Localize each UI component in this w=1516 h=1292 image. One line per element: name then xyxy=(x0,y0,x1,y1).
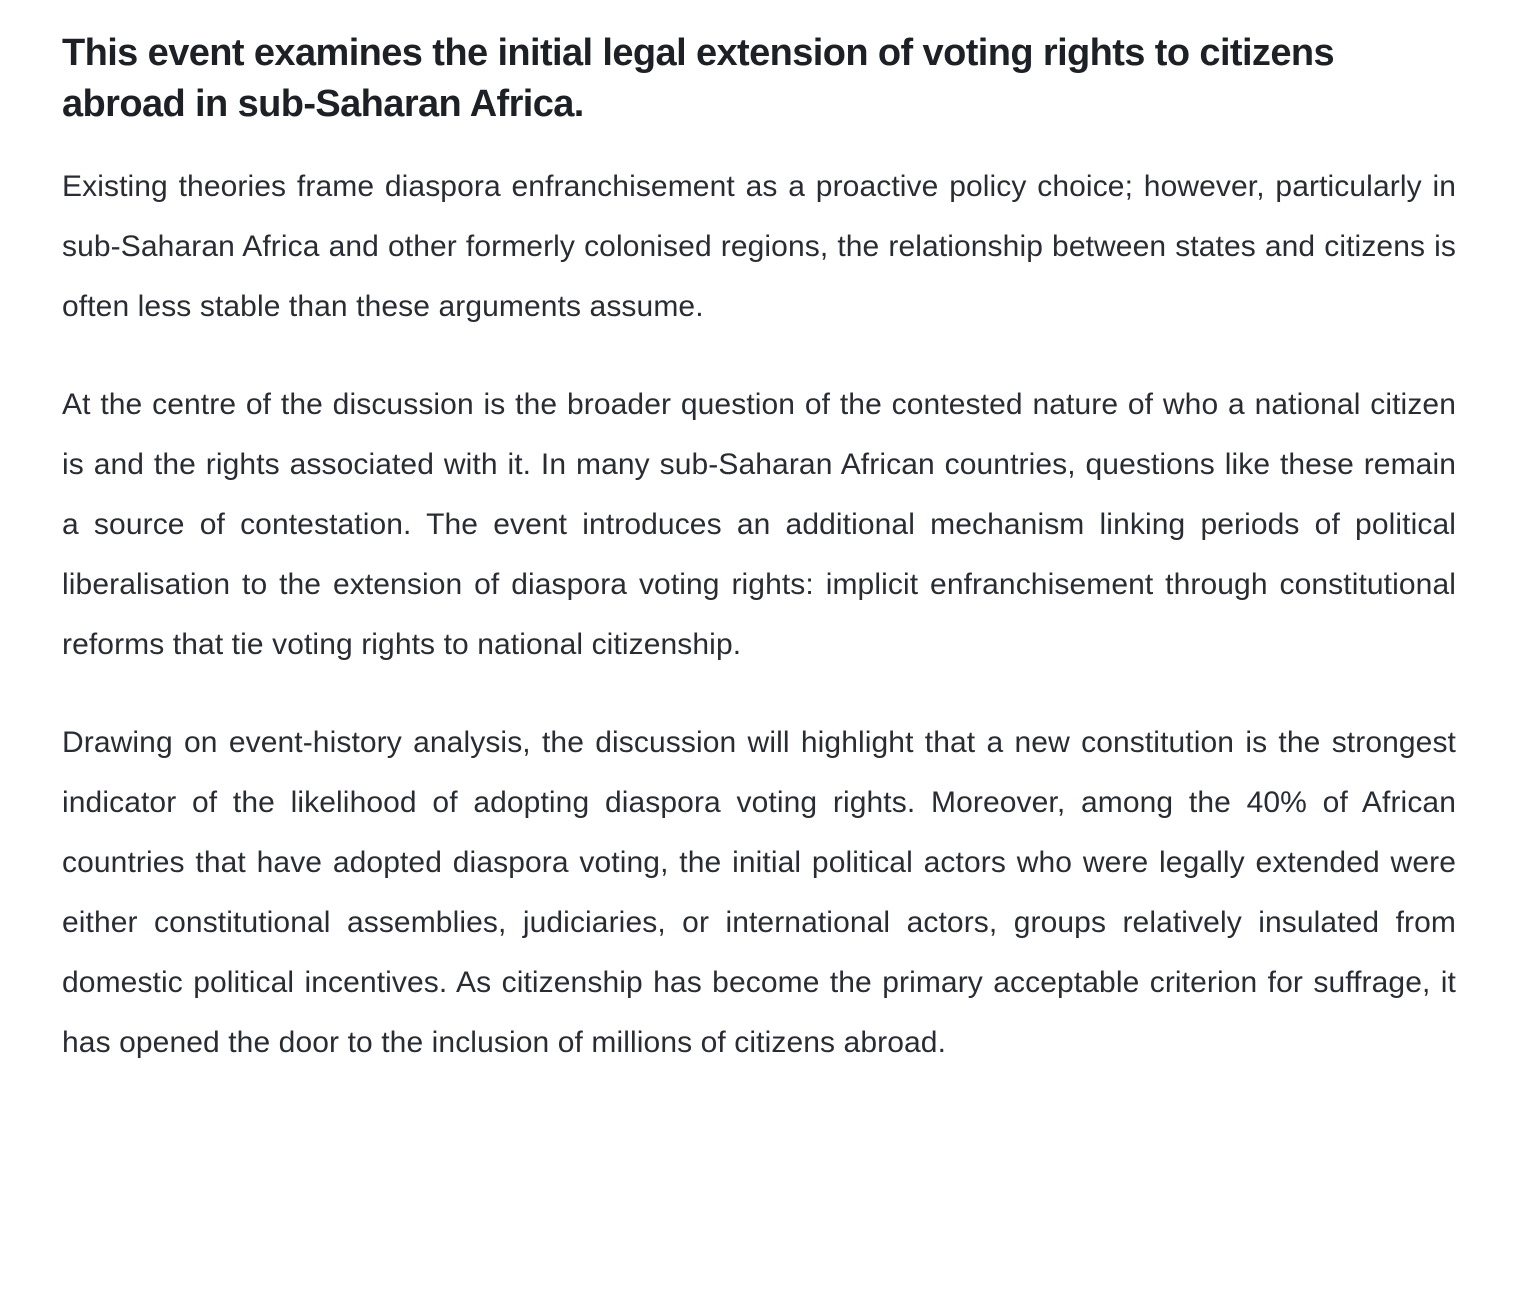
body-paragraph: Existing theories frame diaspora enfranchisement as a proactive policy choice; however, particularly in sub-Saharan Africa and other formerly colonised regions, the relationship between states and citizens is often less stable than these arguments assume. xyxy=(62,169,1456,323)
body-paragraph: At the centre of the discussion is the broader question of the contested nature of who a national citizen is and the rights associated with it. In many sub-Saharan African countries, questions like these remain a source of contestation. The event introduces an additional mechanism linking periods of political liberalisation to the extension of diaspora voting rights: implicit enfranchisement through constitutional reforms that tie voting rights to national citizenship. xyxy=(62,387,1456,661)
page-title: This event examines the initial legal extension of voting rights to citizens abroad in sub-Saharan Africa. xyxy=(62,32,1335,126)
body-paragraph: Drawing on event-history analysis, the discussion will highlight that a new constitution is the strongest indicator of the likelihood of adopting diaspora voting rights. Moreover, among the 40% of African countries that have adopted diaspora voting, the initial political actors who were legally extended were either constitutional assemblies, judiciaries, or international actors, groups relatively insulated from domestic political incentives. As citizenship has become the primary acceptable criterion for suffrage, it has opened the door to the inclusion of millions of citizens abroad. xyxy=(62,725,1456,1059)
